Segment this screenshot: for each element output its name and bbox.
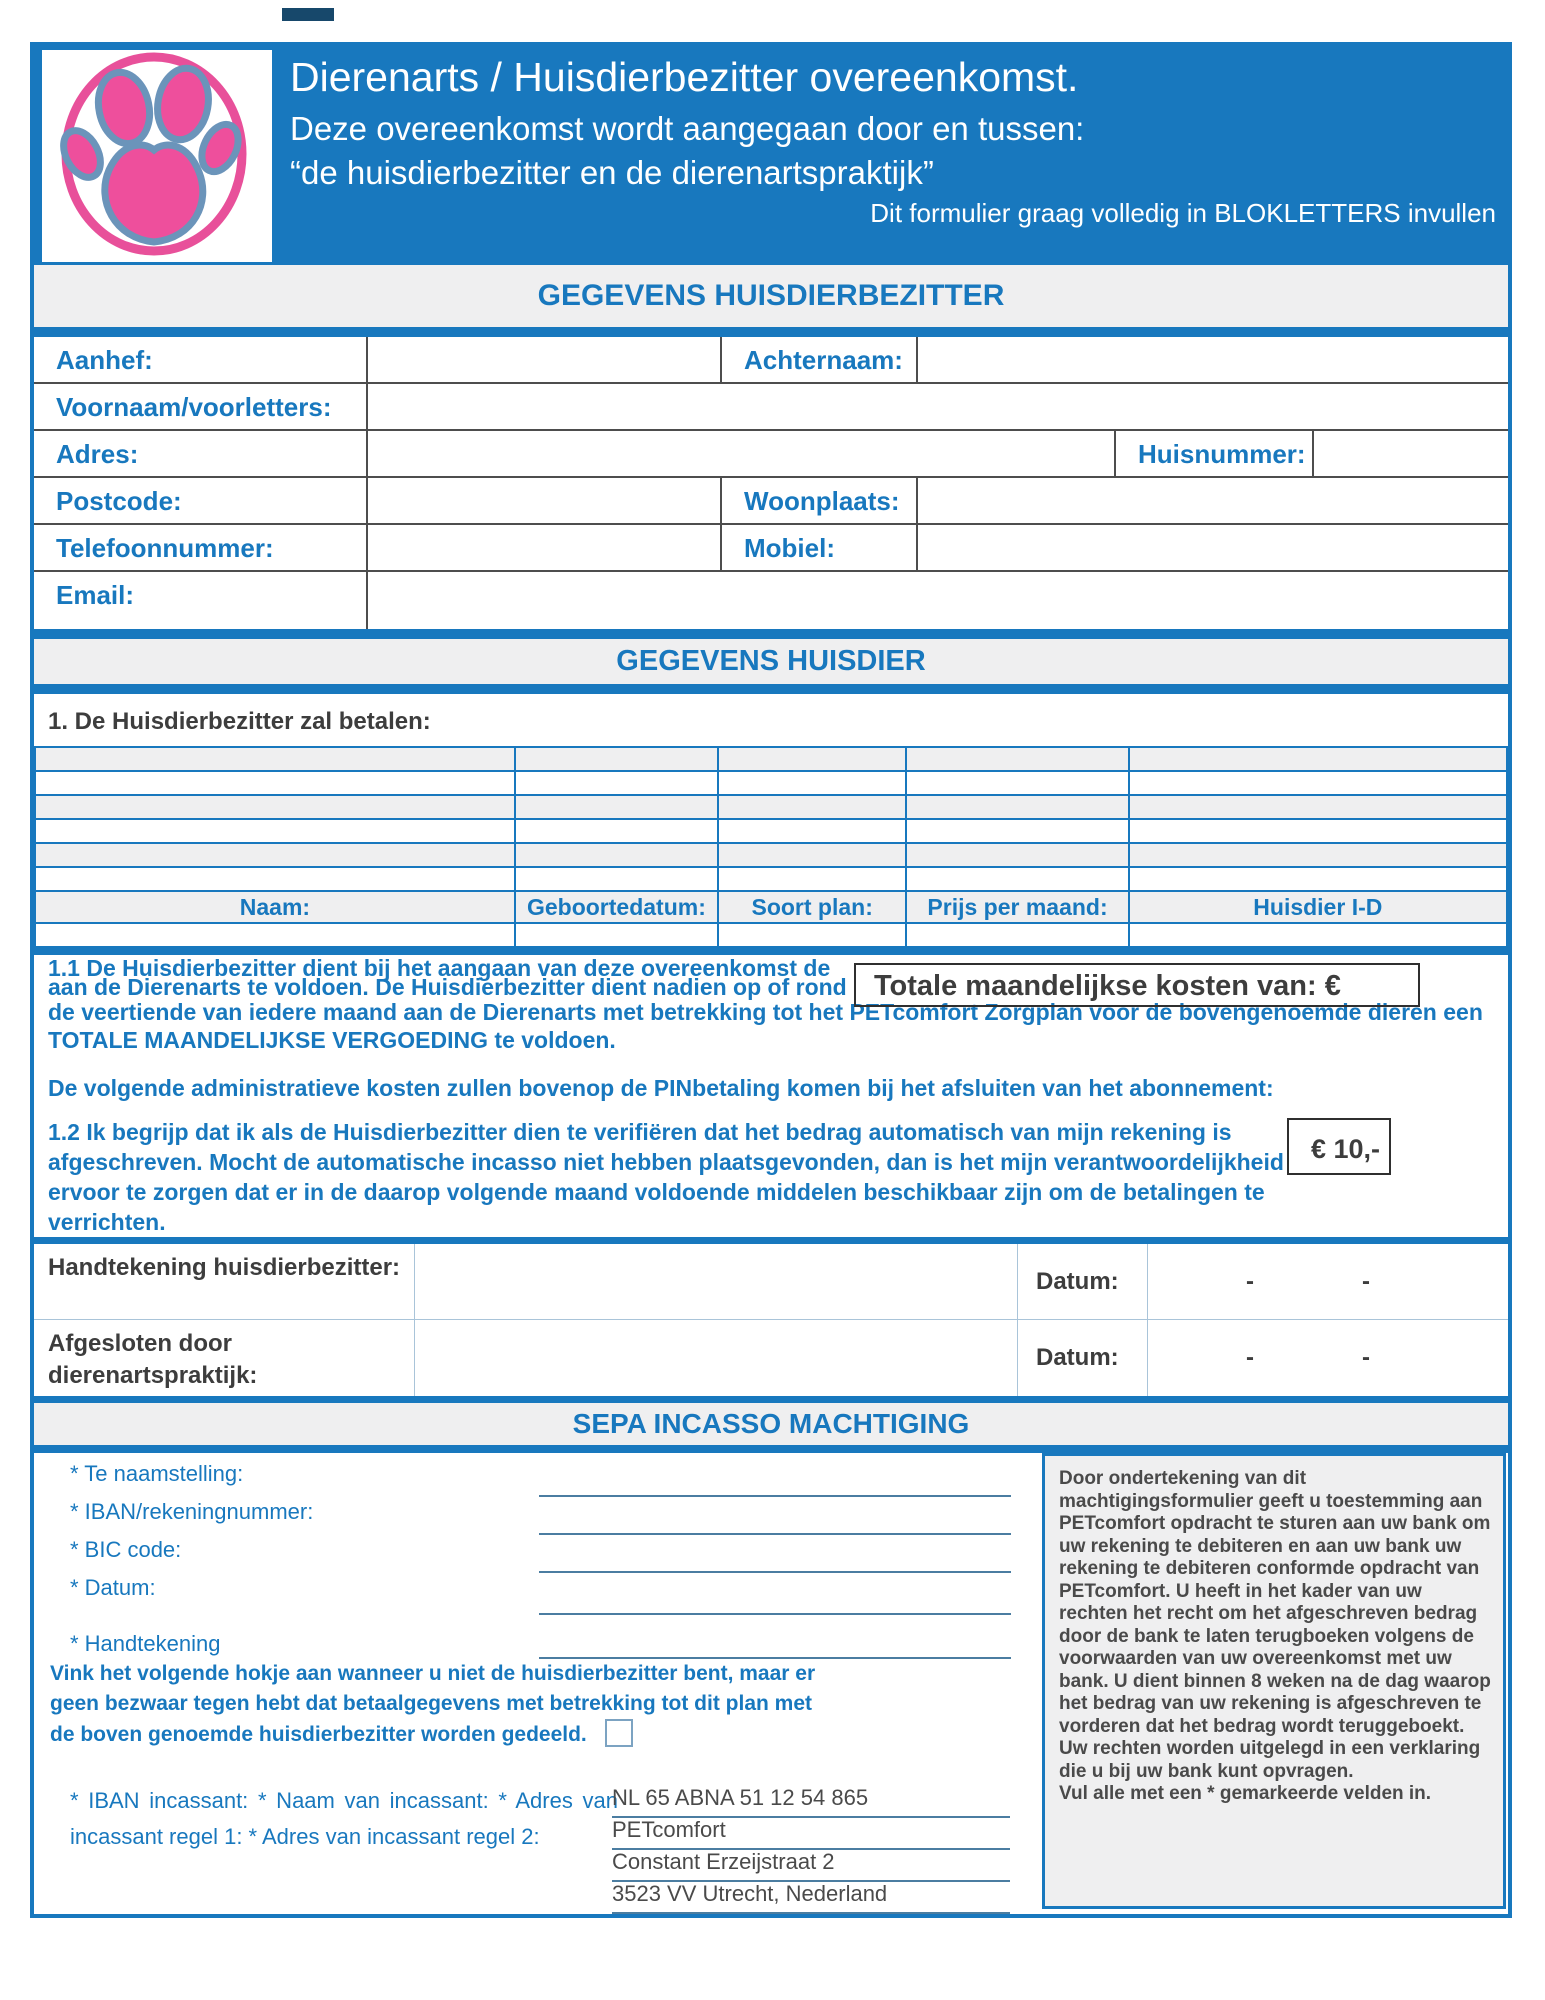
- col-huisdier-id: Huisdier I-D: [1129, 891, 1507, 923]
- sepa-datum-label: * Datum:: [70, 1575, 156, 1600]
- date-dash: -: [1362, 1267, 1370, 1295]
- divider: [34, 1445, 1508, 1453]
- sepa-datum-input[interactable]: [539, 1613, 1011, 1615]
- pet-cell[interactable]: [35, 747, 515, 771]
- table-row: [35, 747, 1507, 771]
- terms-1-1-line1: 1.1 De Huisdierbezitter dient bij het aangaan van deze overeenkomst de: [48, 955, 831, 981]
- incassant-labels: * IBAN incassant: * Naam van incassant: * Adres van incassant regel 1: * Adres van incassant regel 2:: [70, 1788, 618, 1849]
- divider: [34, 948, 1508, 955]
- terms-block: [34, 955, 1508, 1237]
- col-naam: Naam:: [35, 891, 515, 923]
- signature-practice-field[interactable]: [415, 1320, 1018, 1396]
- divider: [34, 1237, 1508, 1244]
- row-postcode-woonplaats: [34, 478, 1508, 525]
- terms-1-1-line4: TOTALE MAANDELIJKSE VERGOEDING te voldoen.: [48, 1027, 616, 1053]
- divider: [34, 1396, 1508, 1403]
- table-row: [35, 795, 1507, 819]
- naam-incassant-value: PETcomfort: [612, 1817, 1010, 1850]
- date-field[interactable]: [1148, 1320, 1508, 1396]
- divider: [34, 327, 1508, 337]
- mandate-note: Vul alle met een * gemarkeerde velden in.: [1059, 1783, 1432, 1804]
- owner-grid: [34, 337, 1508, 629]
- form-header: [34, 46, 1508, 265]
- section-title-owner: GEGEVENS HUISDIERBEZITTER: [34, 265, 1508, 327]
- consent-paragraph: [50, 1659, 820, 1750]
- row-email: [34, 572, 1508, 629]
- postcode-label: Postcode:: [34, 478, 368, 523]
- pet-cell[interactable]: [35, 923, 515, 947]
- col-geboortedatum: Geboortedatum:: [515, 891, 718, 923]
- form-frame: [30, 42, 1512, 1918]
- signature-practice-row: [34, 1320, 1508, 1396]
- mobiel-label: Mobiel:: [722, 525, 918, 570]
- page-subtitle-2: “de huisdierbezitter en de dierenartspraktijk”: [290, 154, 934, 191]
- total-monthly-cost-box[interactable]: Totale maandelijkse kosten van: €: [854, 963, 1420, 1007]
- table-row: [35, 867, 1507, 891]
- mandate-text: Door ondertekening van dit machtigingsformulier geeft u toestemming aan PETcomfort opdracht te sturen aan uw bank om uw rekening te debiteren en aan uw bank uw rekening te debiteren conformde opdracht van PETcomfort. U heeft in het kader van uw rechten het recht om het afgeschreven bedrag door de bank te laten terugboeken volgens de voorwaarden van uw overeenkomst met uw bank. U dient binnen 8 weken na de dag waarop het bedrag van uw rekening is afgeschreven te vorderen dat het bedrag wordt teruggeboekt. Uw rechten worden uitgelegd in een verklaring die u bij uw bank kunt opvragen.: [1059, 1468, 1491, 1782]
- admin-fee-box: € 10,-: [1287, 1118, 1391, 1175]
- mandate-info-box: [1042, 1453, 1506, 1909]
- adres-incassant-1-value: Constant Erzeijstraat 2: [612, 1849, 1010, 1882]
- email-label: Email:: [34, 572, 368, 629]
- iban-incassant-value: NL 65 ABNA 51 12 54 865: [612, 1785, 1010, 1818]
- adres-incassant-2-value: 3523 VV Utrecht, Nederland: [612, 1881, 1010, 1914]
- pet-cell[interactable]: [35, 819, 515, 843]
- divider: [34, 684, 1508, 694]
- table-row: [35, 819, 1507, 843]
- paw-icon: [42, 249, 272, 266]
- row-telefoon-mobiel: [34, 525, 1508, 572]
- sepa-block: [34, 1453, 1508, 1911]
- pet-cell[interactable]: [35, 795, 515, 819]
- page-subtitle-1: Deze overeenkomst wordt aangegaan door en tussen:: [290, 110, 1085, 147]
- naamstelling-input[interactable]: [539, 1495, 1011, 1497]
- naamstelling-label: * Te naamstelling:: [70, 1461, 244, 1486]
- achternaam-label: Achternaam:: [722, 337, 918, 382]
- email-input[interactable]: [368, 572, 1508, 629]
- col-prijs: Prijs per maand:: [906, 891, 1128, 923]
- date-dash: -: [1362, 1344, 1370, 1371]
- woonplaats-label: Woonplaats:: [722, 478, 918, 523]
- table-row: [35, 923, 1507, 947]
- section-title-sepa: SEPA INCASSO MACHTIGING: [34, 1403, 1508, 1445]
- signature-owner-row: [34, 1244, 1508, 1320]
- signature-block: [34, 1244, 1508, 1396]
- terms-1-1-line2: aan de Dierenarts te voldoen. De Huisdierbezitter dient nadien op of rond: [48, 974, 847, 1000]
- telefoonnummer-label: Telefoonnummer:: [34, 525, 368, 570]
- handtekening-label: * Handtekening: [70, 1631, 221, 1656]
- pet-table-header-row: [35, 891, 1507, 923]
- mobiel-input[interactable]: [918, 525, 1508, 570]
- telefoonnummer-input[interactable]: [368, 525, 722, 570]
- page-title: Dierenarts / Huisdierbezitter overeenkomst.: [290, 54, 1079, 100]
- voornaam-input[interactable]: [368, 384, 1508, 429]
- huisnummer-input[interactable]: [1314, 431, 1508, 476]
- woonplaats-input[interactable]: [918, 478, 1508, 523]
- row-aanhef-achternaam: [34, 337, 1508, 384]
- terms-1-1-line3: de veertiende van iedere maand aan de Dierenarts met betrekking tot het PETcomfort Zorgplan voor de bovengenoemde dieren een: [48, 999, 1483, 1025]
- bic-label: * BIC code:: [70, 1537, 182, 1562]
- petcomfort-logo: [42, 50, 272, 262]
- date-dash: -: [1246, 1267, 1254, 1295]
- signature-owner-field[interactable]: [415, 1244, 1018, 1319]
- adres-input[interactable]: [368, 431, 1116, 476]
- signature-practice-label: Afgesloten door dierenartspraktijk:: [34, 1320, 415, 1396]
- aanhef-input[interactable]: [368, 337, 722, 382]
- table-row: [35, 771, 1507, 795]
- iban-label: * IBAN/rekeningnummer:: [70, 1499, 314, 1524]
- pet-cell[interactable]: [35, 867, 515, 891]
- adres-label: Adres:: [34, 431, 368, 476]
- consent-checkbox[interactable]: [605, 1719, 633, 1747]
- consent-text: Vink het volgende hokje aan wanneer u niet de huisdierbezitter bent, maar er geen bezwaar tegen hebt dat betaalgegevens met betrekking tot dit plan met de boven genoemde huisdierbezitter worden gedeeld.: [50, 1662, 816, 1746]
- huisnummer-label: Huisnummer:: [1116, 431, 1314, 476]
- bic-input[interactable]: [539, 1571, 1011, 1573]
- datum-label: Datum:: [1018, 1320, 1148, 1396]
- table-row: [35, 843, 1507, 867]
- row-voornaam: [34, 384, 1508, 431]
- pet-table: [34, 746, 1508, 948]
- col-soort-plan: Soort plan:: [718, 891, 906, 923]
- print-artifact: [282, 8, 334, 21]
- divider: [34, 629, 1508, 639]
- achternaam-input[interactable]: [918, 337, 1508, 382]
- pet-cell[interactable]: [35, 843, 515, 867]
- voornaam-label: Voornaam/voorletters:: [34, 384, 368, 429]
- terms-1-2: 1.2 Ik begrijp dat ik als de Huisdierbezitter dien te verifiëren dat het bedrag automatisch van mijn rekening is afgeschreven. Mocht de automatische incasso niet hebben plaatsgevonden, dan is het mijn verantwoordelijkheid ervoor te zorgen dat er in de daarop volgende maand voldoende middelen beschikbaar zijn om de betalingen te verrichten.: [48, 1119, 1284, 1235]
- datum-label: Datum:: [1018, 1244, 1148, 1319]
- section-title-pet: GEGEVENS HUISDIER: [34, 639, 1508, 684]
- pet-intro: 1. De Huisdierbezitter zal betalen:: [48, 708, 431, 735]
- aanhef-label: Aanhef:: [34, 337, 368, 382]
- iban-input[interactable]: [539, 1533, 1011, 1535]
- signature-owner-label: Handtekening huisdierbezitter:: [34, 1244, 415, 1319]
- blokletters-note: Dit formulier graag volledig in BLOKLETTERS invullen: [870, 198, 1496, 228]
- date-dash: -: [1246, 1344, 1254, 1371]
- date-field[interactable]: [1148, 1244, 1508, 1319]
- pet-cell[interactable]: [35, 771, 515, 795]
- admin-costs-line: De volgende administratieve kosten zullen bovenop de PINbetaling komen bij het afsluiten van het abonnement:: [48, 1075, 1274, 1101]
- row-adres-huisnummer: [34, 431, 1508, 478]
- postcode-input[interactable]: [368, 478, 722, 523]
